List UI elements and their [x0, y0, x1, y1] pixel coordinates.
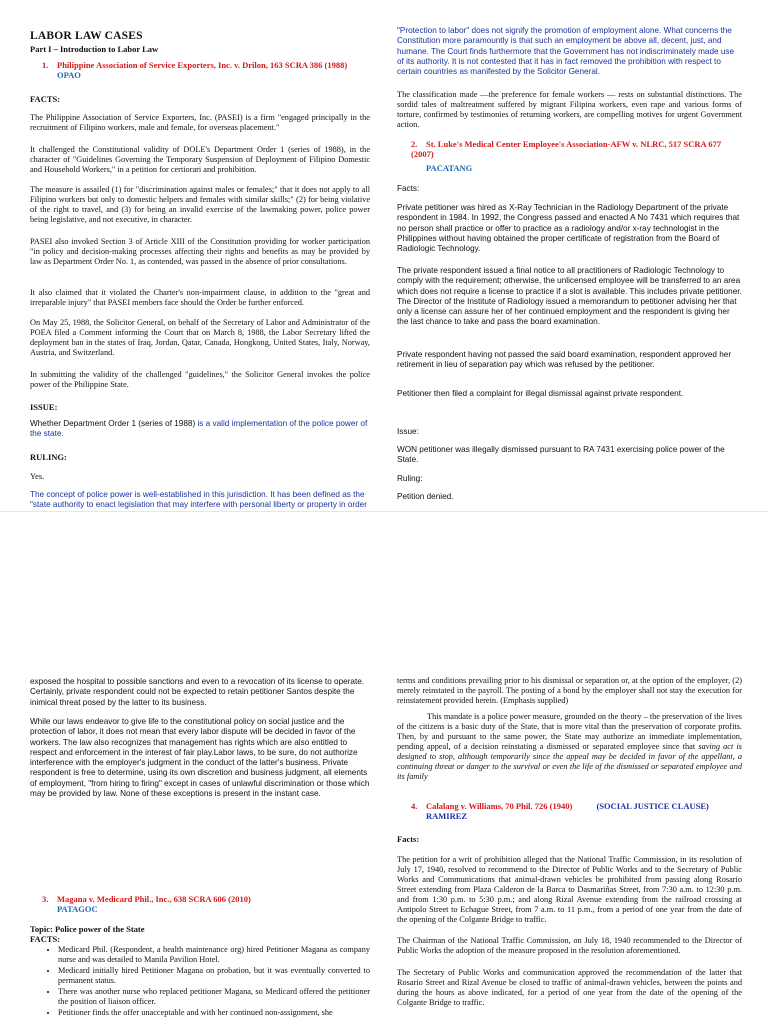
case-2-heading: [411, 139, 742, 159]
case-number: 1.: [42, 60, 49, 70]
issue-heading: Issue:: [397, 427, 419, 436]
document-title: LABOR LAW CASES: [30, 30, 143, 42]
case-number: 3.: [42, 894, 49, 904]
facts-paragraph: The Philippine Association of Service Exporters, Inc. (PASEI) is a firm "engaged principally in the recruitment of Filipino workers, male and female, for overseas placement.": [30, 113, 370, 132]
case-tag: (SOCIAL JUSTICE CLAUSE): [596, 801, 709, 811]
facts-paragraph: On May 25, 1988, the Solicitor General, on behalf of the Secretary of Labor and Administrator of the POEA filed a Comment informing the Court that on March 8, 1988, the Labor Secretary lifted the deployment ban in the states of Iraq, Jordan, Qatar, Canada, Hongkong, United States, Italy, Norway, Austria, and Switzerland.: [30, 318, 370, 357]
list-item: • There was another nurse who replaced petitioner Magana, so Medicard offered the petitioner the position of liaison officer.: [58, 987, 370, 1007]
continued-paragraph: While our laws endeavor to give life to the constitutional policy on social justice and the protection of labor, it does not mean that every labor dispute will be decided in favor of the workers. The law also recognizes that management has rights which are also entitled to respect and enforcement in the interest of fair play.Labor laws, to be sure, do not authorize interference with the employer's judgment in the conduct of the latter's business. Private respondent is free to determine, using its own discretion and business judgment, all elements of employment, "from hiring to firing" except in cases of unlawful discrimination or those which may be provided by law. None of these exceptions is present in the instant case.: [30, 717, 370, 799]
document-page-2: [0, 512, 768, 1024]
case-title: Philippine Association of Service Exporters, Inc. v. Drilon, 163 SCRA 386 (1988): [57, 60, 348, 70]
facts-paragraph: The measure is assailed (1) for "discrimination against males or females;" that it does not apply to all Filipino workers but only to domestic helpers and females with similar skills;" (2) for being violative of the right to travel, and (3) for being an invalid exercise of the lawmaking power, police power being legislative, and not executive, in character.: [30, 185, 370, 224]
facts-heading: FACTS:: [30, 94, 61, 104]
classification-paragraph: The classification made —the preference for female workers — rests on substantial distinctions. The sordid tales of maltreatment suffered by migrant Filipina workers, even rape and various forms of torture, confirmed by testimonies of returning workers, are compelling motives for urgent Government action.: [397, 90, 742, 129]
case-1-heading: [42, 60, 370, 70]
ruling-heading: RULING:: [30, 452, 67, 462]
case-3-heading: [42, 894, 370, 904]
facts-heading: Facts:: [397, 184, 420, 193]
facts-paragraph: It challenged the Constitutional validity of DOLE's Department Order 1 (series of 1988), in the character of "Guidelines Governing the Temporary Suspension of Deployment of Filipino Domestic and Household Workers," in a petition for certiorari and prohibition.: [30, 145, 370, 174]
ruling-heading: Ruling:: [397, 474, 423, 483]
list-item: • Petitioner finds the offer unacceptable and with her continued non-assignment, she: [58, 1008, 370, 1018]
issue-text-highlight: is a valid implementation of the police power of the state.: [30, 419, 368, 439]
case-author: OPAO: [57, 70, 81, 80]
facts-paragraph: It also claimed that it violated the Charter's non-impairment clause, in addition to the "great and irreparable injury" that PASEI members face should the Order be further enforced.: [30, 288, 370, 307]
facts-paragraph: The private respondent issued a final notice to all practitioners of Radiologic Technology to comply with the requirement; otherwise, the unlicensed employee will be transferred to an area which does not require a license to practice if a slot is available. This includes private petitioner. The Director of the Institute of Radiology issued a memorandum to petitioner advising her that only a license can assure her of her continued employment and the respondent is giving her the last chance to take and pass the board examination.: [397, 266, 742, 327]
page2-left-column: [30, 512, 370, 1024]
facts-paragraph: Private petitioner was hired as X-Ray Technician in the Radiology Department of the private respondent in 1984. In 1992, the Congress passed and enacted A No 7431 which requires that no person shall practice or offer to practice as a radiology and/or x-ray technologist in the Philippines without having obtained the proper certificate of registration from the Board of Radiologic Technology.: [397, 203, 740, 254]
paragraph-text: This mandate is a police power measure, grounded on the theory – the preservation of the lives of the citizens is a basic duty of the State, that is more vital than the preservation of corporate profits. Then, by and pursuant to the same power, the State may authorize an immediate implementation, pending appeal, of a decision reinstating a dismissed or separated employee since that: [397, 712, 742, 751]
page1-right-column: [397, 0, 742, 512]
continued-paragraph: [397, 712, 742, 782]
case-title: Magana v. Medicard Phil., Inc., 638 SCRA 606 (2010): [57, 894, 251, 904]
case-author: RAMIREZ: [426, 811, 468, 821]
case-author: PATAGOC: [57, 904, 98, 914]
issue-text-plain: Whether Department Order 1 (series of 1988): [30, 419, 198, 428]
case-title: St. Luke's Medical Center Employee's Association-AFW v. NLRC, 517 SCRA 677 (2007): [411, 139, 722, 159]
list-item: • Medicard Phil. (Respondent, a health maintenance org) hired Petitioner Magana as company nurse and was detailed to Manila Pavilion Hotel.: [58, 945, 370, 965]
case-title: Calalang v. Williams, 70 Phil. 726 (1940): [426, 801, 573, 811]
facts-heading: FACTS:: [30, 934, 61, 944]
topic-heading: Topic: Police power of the State: [30, 924, 145, 934]
continued-paragraph: exposed the hospital to possible sanctions and even to a revocation of its license to operate. Certainly, private respondent could not be expected to retain petitioner Santos despite the inimical threat posed by the latter to its business.: [30, 677, 365, 707]
ruling-answer: Yes.: [30, 472, 45, 481]
facts-paragraph: In submitting the validity of the challenged "guidelines," the Solicitor General invokes the police power of the Philippine State.: [30, 370, 370, 389]
paragraph-italic-text: saving act is designed to stop, although temporarily since the appeal may be decided in favor of the appellant, a continuing threat or danger to the survival or even the life of the dismissed or separated employee and its family: [397, 742, 743, 781]
list-item: • Medicard initially hired Petitioner Magana on probation, but it was eventually converted to permanent status.: [58, 966, 370, 986]
issue-text: WON petitioner was illegally dismissed pursuant to RA 7431 exercising police power of the State.: [397, 445, 725, 465]
facts-paragraph: Petitioner then filed a complaint for illegal dismissal against private respondent.: [397, 389, 684, 398]
issue-text: [30, 419, 370, 440]
continued-paragraph: terms and conditions prevailing prior to his dismissal or separation or, at the option of the employer, (2) merely reinstated in the payroll. The posting of a bond by the employer shall not stay the execution for reinstatement provided herein. (Emphasis supplied): [397, 676, 742, 705]
facts-paragraph: The petition for a writ of prohibition alleged that the National Traffic Commission, in its resolution of July 17, 1940, resolved to recommend to the Director of Public Works and to the Secretary of Public Works and Communications that animal-drawn vehicles be prohibited from passing along Rosario Street extending from Plaza Calderon de la Barca to Dasmariñas Street, from 7:30 a.m. to 12:30 p.m. and from 1:30 p.m. to 5:30 p.m.; and along Rizal Avenue extending from the railroad crossing at Antipolo Street to Echague Street, from 7 a.m. to 11 p.m., from a period of one year from the date of the opening of the Colgante Bridge to traffic.: [397, 855, 742, 924]
page2-right-column: [397, 512, 742, 1024]
case-4-heading: [411, 801, 742, 811]
facts-heading: Facts:: [397, 834, 420, 844]
case-author: PACATANG: [426, 163, 473, 173]
case-number: 4.: [411, 801, 418, 811]
facts-paragraph: PASEI also invoked Section 3 of Article XIII of the Constitution providing for worker participation "in policy and decision-making processes affecting their rights and benefits as may be provided by law as Department Order No. 1, as contended, was passed in the absence of prior consultations.: [30, 237, 370, 266]
issue-heading: ISSUE:: [30, 402, 58, 412]
quote-paragraph: "Protection to labor" does not signify the promotion of employment alone. What concerns the Constitution more paramountly is that such an employment be above all, decent, just, and humane. The Court finds furthermore that the Government has not indiscriminately made use of its authority. It is not contested that it has in fact removed the prohibition with respect to certain countries as manifested by the Solicitor General.: [397, 26, 735, 77]
facts-paragraph: Private respondent having not passed the said board examination, respondent approved her retirement in lieu of separation pay which was refused by the petitioner.: [397, 350, 732, 370]
case-number: 2.: [411, 139, 418, 149]
part-heading: Part I – Introduction to Labor Law: [30, 44, 159, 54]
facts-list: [30, 945, 370, 1019]
paragraph-text: The concept of police power is well-established in this jurisdiction. It has been defined as the "state authority to enact legislation that may interfere with personal liberty or property in order: [30, 490, 367, 510]
ruling-text: Petition denied.: [397, 492, 454, 501]
facts-paragraph: The Chairman of the National Traffic Commission, on July 18, 1940 recommended to the Director of Public Works the adoption of the measure proposed in the resolution aforementioned.: [397, 936, 742, 955]
page1-left-column: [30, 0, 370, 512]
facts-paragraph: The Secretary of Public Works and communication approved the recommendation of the latter that Rosario Street and Rizal Avenue be closed to traffic of animal-drawn vehicles, between the points and during the hours as above indicated, for a period of one year from the date of the opening of the Colgante Bridge to traffic.: [397, 968, 742, 1007]
